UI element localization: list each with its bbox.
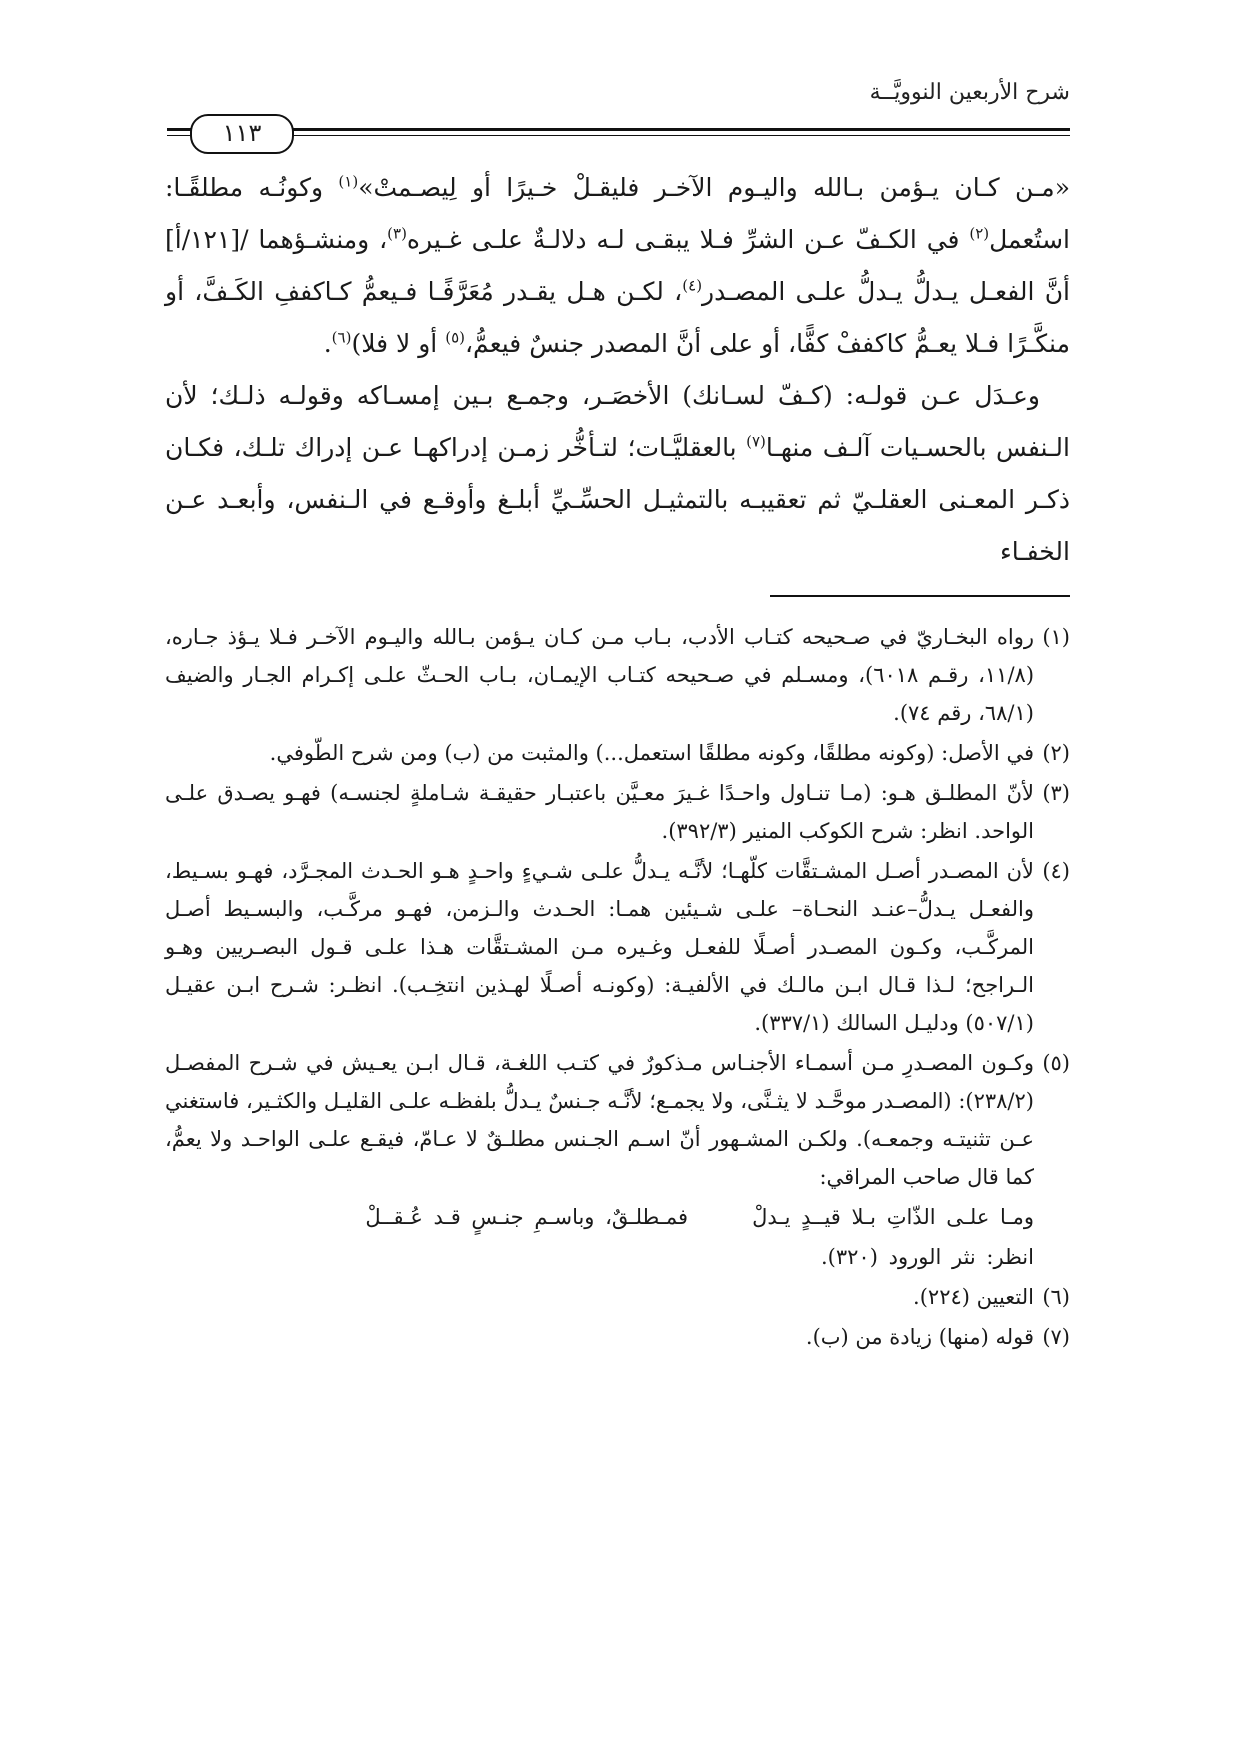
poem-hemistich-2: فمـطلـقٌ، وباسـمِ جنـسٍ قـد عُـقــلْ <box>365 1205 689 1229</box>
footnote-text: رواه البخـاريّ في صـحيحه كتـاب الأدب، بـاب مـن كـان يـؤمن بـالله واليـوم الآخـر فـلا يـؤذ جـاره، (١١/٨، رقـم ٦٠١٨)، ومسـلم في صـحيحه كتـاب الإيمـان، بـاب الحـثّ علـى إكـرام الجـار والضيف (٦٨/١، رقم ٧٤). <box>165 625 1035 725</box>
footnote-number: (٣) <box>1042 781 1070 805</box>
footnote-ref-6: (٦) <box>331 328 352 347</box>
text-run: ، ومنشـؤهما /[١٢١/أ] أنَّ الفعـل يـدلُّ يـدلُّ علـى المصـدر <box>165 225 1070 306</box>
footnote-ref-2: (٢) <box>969 224 990 243</box>
footnote-4 <box>165 852 1070 1042</box>
footnote-ref-7: (٧) <box>746 432 766 451</box>
page-number: ١١٣ <box>190 114 294 154</box>
footnote-5 <box>165 1044 1070 1196</box>
paragraph-1 <box>165 162 1070 370</box>
text-run: «مـن كـان يـؤمن بـالله واليـوم الآخـر فليقـلْ خـيرًا أو لِيصـمتْ» <box>358 173 1070 202</box>
footnote-text: في الأصل: (وكونه مطلقًا، وكونه مطلقًا استعمل...) والمثبت من (ب) ومن شرح الطّوفي. <box>269 741 1034 765</box>
footnote-ref-3: (٣) <box>387 224 407 243</box>
footnote-text: لأنّ المطلـق هـو: (مـا تنـاول واحـدًا غـيرَ معـيَّن باعتبـار حقيقـة شـاملةٍ لجنسـه) فهـو يصـدق علـى الواحد. انظر: شرح الكوكب المنير (٣٩٢/٣). <box>165 781 1034 843</box>
poem-gap <box>699 1205 742 1229</box>
footnote-1 <box>165 618 1070 732</box>
footnote-ref-5: (٥) <box>445 328 465 347</box>
footnote-number: (١) <box>1042 625 1070 649</box>
footnote-6 <box>165 1278 1070 1316</box>
footnote-number: (٧) <box>1042 1325 1070 1349</box>
footnote-number: (٢) <box>1042 741 1070 765</box>
text-run: وعـدَل عـن قولـه: (كـفّ لسـانك) الأخصَـر، وجمـع بـين إمسـاكه وقولـه ذلـك؛ لأن الـنفس بالحسـيات آلـف منهـا <box>165 381 1070 462</box>
footnote-number: (٤) <box>1042 859 1070 883</box>
text-run: أو لا فلا) <box>351 329 446 358</box>
text-run: ، لكـن هـل يقـدر مُعَرَّفًـا فـيعمُّ كـاكففِ الكَـفَّ، أو منكَّـرًا فـلا يعـمُّ كاكففْ كفًّا، أو على أنَّ المصدر جنسٌ فيعمُّ، <box>165 277 1070 358</box>
paragraph-2 <box>165 370 1070 578</box>
footnote-number: (٦) <box>1042 1285 1070 1309</box>
footnote-number: (٥) <box>1042 1051 1070 1075</box>
poem-source: انظر: نثر الورود (٣٢٠). <box>821 1245 1034 1269</box>
footnotes <box>165 618 1070 1358</box>
running-title: شرح الأربعين النوويَّــة <box>869 80 1070 105</box>
header-rule-thick-line <box>167 128 1070 131</box>
footnote-text: التعيين (٢٢٤). <box>913 1285 1034 1309</box>
footnote-separator <box>770 595 1070 597</box>
footnote-text: وكـون المصـدرِ مـن أسمـاء الأجنـاس مـذكورٌ في كتـب اللغـة، قـال ابـن يعـيش في شـرح المفصـل (٢٣٨/٢): (المصـدر موحَّـد لا يثـنَّى، ولا يجمـع؛ لأنَّـه جـنسٌ يـدلُّ بلفظـه علـى القليـل والكثـير، فاستغني عـن تثنيتـه وجمعـه). ولكـن المشـهور أنّ اسـم الجـنس مطلـقٌ لا عـامّ، فيقـع علـى الواحـد ولا يعمُّ، كما قال صاحب المراقي: <box>165 1051 1034 1189</box>
footnote-ref-4: (٤) <box>682 276 703 295</box>
poem-hemistich-1: ومـا علـى الذّاتِ بـلا قيــدٍ يـدلْ <box>752 1205 1034 1229</box>
poem-verse <box>165 1198 1070 1236</box>
text-run: بالعقليَّـات؛ لتـأخُّر زمـن إدراكهـا عـن إدراك تلـك، فكـان ذكـر المعـنى العقلـيّ ثم تعقيبـه بالتمثيـل الحسِّـيِّ أبلـغ وأوقـع في الـنفس، وأبعـد عـن الخفـاء <box>165 433 1070 566</box>
footnote-text: لأن المصـدر أصـل المشـتقَّات كلّهـا؛ لأنَّـه يـدلُّ علـى شـيءٍ واحـدٍ هـو الحـدث المجـرَّد، فهـو بسـيط، والفعـل يـدلُّ–عنـد النحـاة– علـى شـيئين همـا: الحـدث والـزمن، فهـو مركَّـب، والبسـيط أصـل المركَّـب، وكـون المصـدر أصـلًا للفعـل وغـيره مـن المشـتقَّات هـذا علـى قـول البصـريين وهـو الـراجح؛ لـذا قـال ابـن مالـك في الألفيـة: (وكونـه أصـلًا لهـذين انتخِـب). انظـر: شـرح ابـن عقيـل (٥٠٧/١) ودليـل السالك (٣٣٧/١). <box>165 859 1034 1035</box>
footnote-2 <box>165 734 1070 772</box>
footnote-text: قوله (منها) زيادة من (ب). <box>805 1325 1034 1349</box>
main-text <box>165 162 1070 578</box>
text-run: وكونُـه مطلقًـا: استُعمل <box>165 173 1070 254</box>
footnote-ref-1: (١) <box>338 172 359 191</box>
header-rule-thin-line <box>167 135 1070 136</box>
footnote-7 <box>165 1318 1070 1356</box>
text-run: . <box>323 329 332 358</box>
text-run: في الكـفّ عـن الشرِّ فـلا يبقـى لـه دلالـةٌ علـى غـيره <box>406 225 970 254</box>
footnote-3 <box>165 774 1070 850</box>
header-rule <box>167 128 1070 142</box>
